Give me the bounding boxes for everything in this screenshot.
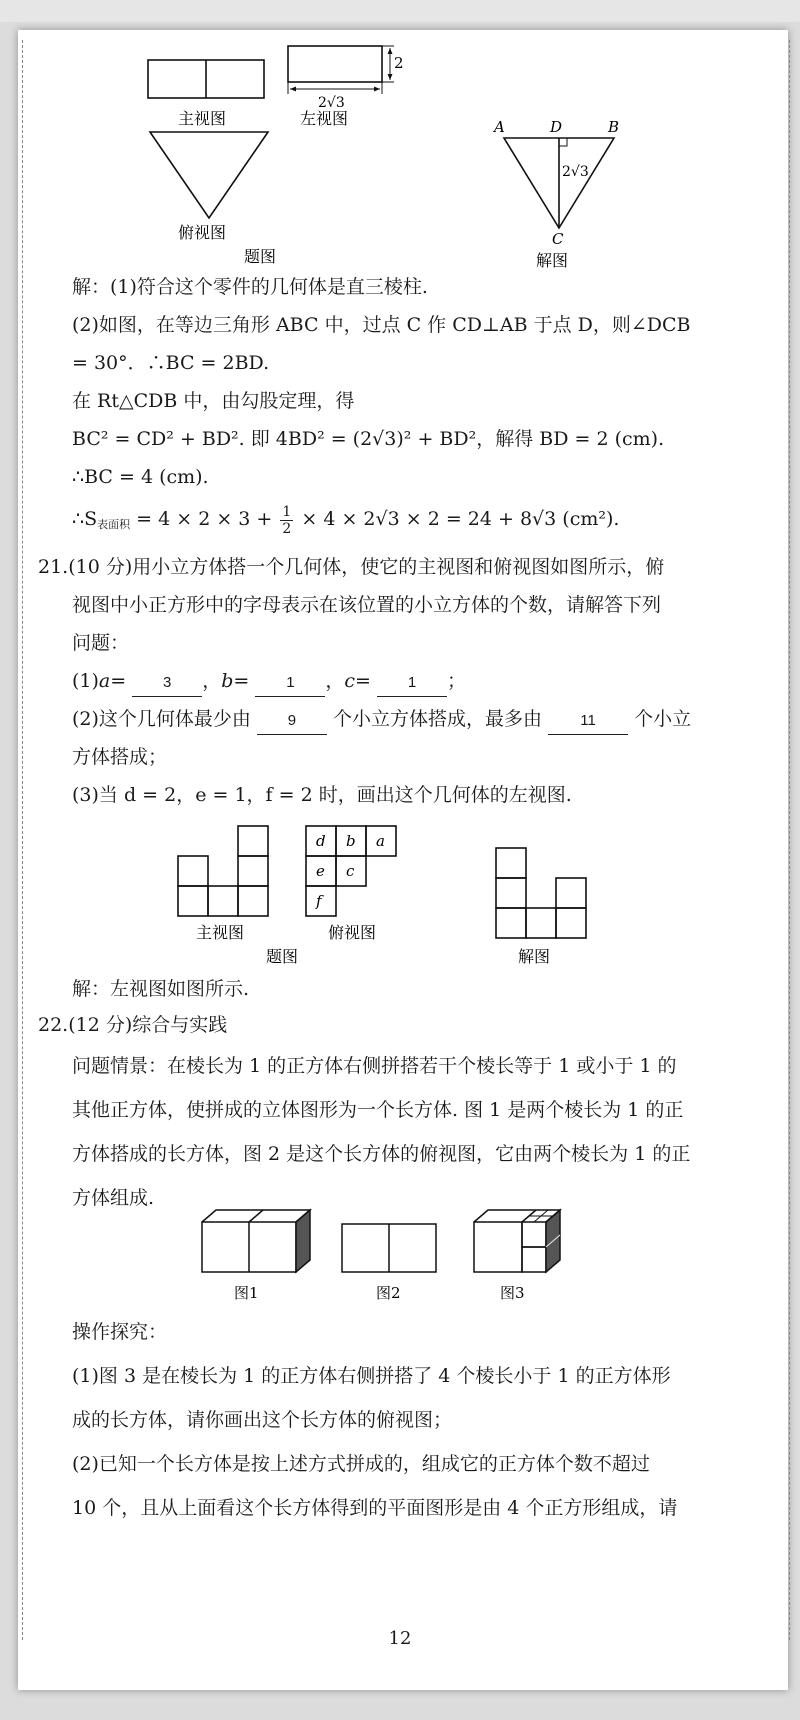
grid-letter-a: a: [376, 832, 385, 850]
left-view-label: 左视图: [300, 109, 349, 128]
figure-1-cuboid: [202, 1210, 310, 1272]
q21-front-view: [178, 826, 268, 916]
q21-part3: (3)当 d = 2，e = 1，f = 2 时，画出这个几何体的左视图.: [72, 784, 572, 806]
grid-letter-c: c: [346, 862, 355, 880]
answer-max: 11: [548, 708, 628, 735]
answer-c: 1: [377, 670, 447, 697]
dim-cd: 2√3: [562, 164, 589, 180]
sol20-line7: $\therefore S_{表面积} = 4 \times 2 \times 3$ + $\frac{1}{2}$ × 4 × 2√3 × 2 = 24 + 8√3 (cm²).: [72, 503, 620, 537]
figure-2-label: 图2: [376, 1284, 401, 1302]
op1-line1: (1)图 3 是在棱长为 1 的正方体右侧拼搭了 4 个棱长小于 1 的正方体形: [72, 1365, 671, 1387]
top-strip: [0, 0, 800, 22]
point-B: B: [608, 120, 620, 136]
answer-a: 3: [132, 670, 202, 697]
question-21: [38, 548, 778, 814]
sol20-line2: (2)如图，在等边三角形 ABC 中，过点 C 作 CD⊥AB 于点 D，则∠DCB: [72, 314, 691, 336]
left-view-rect: [288, 46, 382, 82]
q21-line3: 问题：: [72, 632, 130, 654]
sol20-line3: = 30°．∴BC = 2BD.: [72, 352, 270, 374]
point-A: A: [494, 120, 505, 136]
q21-part2b: 方体搭成；: [72, 746, 168, 768]
q22-line2: 问题情景：在棱长为 1 的正方体右侧拼搭若干个棱长等于 1 或小于 1 的: [72, 1055, 677, 1077]
grid-letter-f: f: [316, 892, 322, 910]
question-22: [38, 1006, 778, 1220]
question-caption: 题图: [244, 247, 277, 266]
q21-line2: 视图中小正方形中的字母表示在该位置的小立方体的个数，请解答下列: [72, 594, 662, 616]
q22-line4: 方体搭成的长方体，图 2 是这个长方体的俯视图，它由两个棱长为 1 的正: [72, 1143, 691, 1165]
dim-height: 2: [394, 54, 404, 72]
left-margin-line: [22, 40, 23, 1640]
q21-line1: 21.(10 分)用小立方体搭一个几何体，使它的主视图和俯视图如图所示，俯: [38, 556, 665, 578]
q22-operation: [72, 1310, 772, 1530]
fig21-diagram: [170, 818, 610, 968]
q21-left-view-answer: [496, 848, 586, 938]
page-number: 12: [388, 1628, 412, 1649]
answer-b: 1: [255, 670, 325, 697]
figure-1-label: 图1: [234, 1284, 259, 1302]
op-title: 操作探究：: [72, 1321, 168, 1343]
q22-line5: 方体组成.: [72, 1187, 155, 1209]
q21-answer-caption: 解图: [518, 947, 551, 966]
front-view-label: 主视图: [178, 109, 227, 128]
figure-3-label: 图3: [500, 1284, 525, 1302]
fraction-half: $\frac{1}{2}$: [282, 503, 292, 537]
q21-part2: (2)这个几何体最少由 9 个小立方体搭成，最多由 11 个小立: [38, 700, 778, 738]
q22-line1: 22.(12 分)综合与实践: [38, 1014, 228, 1036]
fig20-answer-diagram: [488, 120, 638, 270]
grid-letter-b: b: [346, 832, 356, 850]
op2-line2: 10 个，且从上面看这个长方体得到的平面图形是由 4 个正方形组成，请: [72, 1497, 678, 1519]
q21-top-label: 俯视图: [328, 923, 377, 942]
point-C: C: [552, 230, 564, 248]
answer-caption: 解图: [536, 251, 569, 270]
op1-line2: 成的长方体，请你画出这个长方体的俯视图；: [72, 1409, 453, 1431]
right-margin-line: [789, 40, 790, 1640]
figure-3-cuboid: [474, 1210, 560, 1272]
fig20-question-diagram: [140, 38, 420, 270]
sol20-line1: 解：(1)符合这个零件的几何体是直三棱柱.: [72, 276, 428, 298]
q22-line3: 其他正方体，使拼成的立体图形为一个长方体. 图 1 是两个棱长为 1 的正: [72, 1099, 684, 1121]
top-view-triangle: [150, 132, 268, 218]
dim-width: 2√3: [318, 95, 345, 111]
figure-2-topview: [342, 1224, 436, 1272]
grid-letter-e: e: [316, 862, 325, 880]
fig22-diagrams: [196, 1198, 596, 1304]
sol20-line4: 在 Rt△CDB 中，由勾股定理，得: [72, 390, 355, 412]
sol20-line5: BC² = CD² + BD². 即 4BD² = (2√3)² + BD²，解得 BD = 2 (cm).: [72, 428, 665, 450]
top-view-label: 俯视图: [178, 223, 227, 242]
answer-min: 9: [257, 708, 327, 735]
q21-part1: (1)a= 3 ，b= 1 ，c= 1 ；: [38, 662, 778, 700]
q21-front-label: 主视图: [196, 923, 245, 942]
solution-20: [72, 268, 772, 548]
grid-letter-d: d: [316, 832, 326, 850]
point-D: D: [550, 120, 563, 136]
sol20-line6: ∴BC = 4 (cm).: [72, 466, 209, 488]
q21-question-caption: 题图: [266, 947, 299, 966]
op2-line1: (2)已知一个长方体是按上述方式拼成的，组成它的正方体个数不超过: [72, 1453, 650, 1475]
solution-21: 解：左视图如图所示.: [72, 978, 250, 1000]
